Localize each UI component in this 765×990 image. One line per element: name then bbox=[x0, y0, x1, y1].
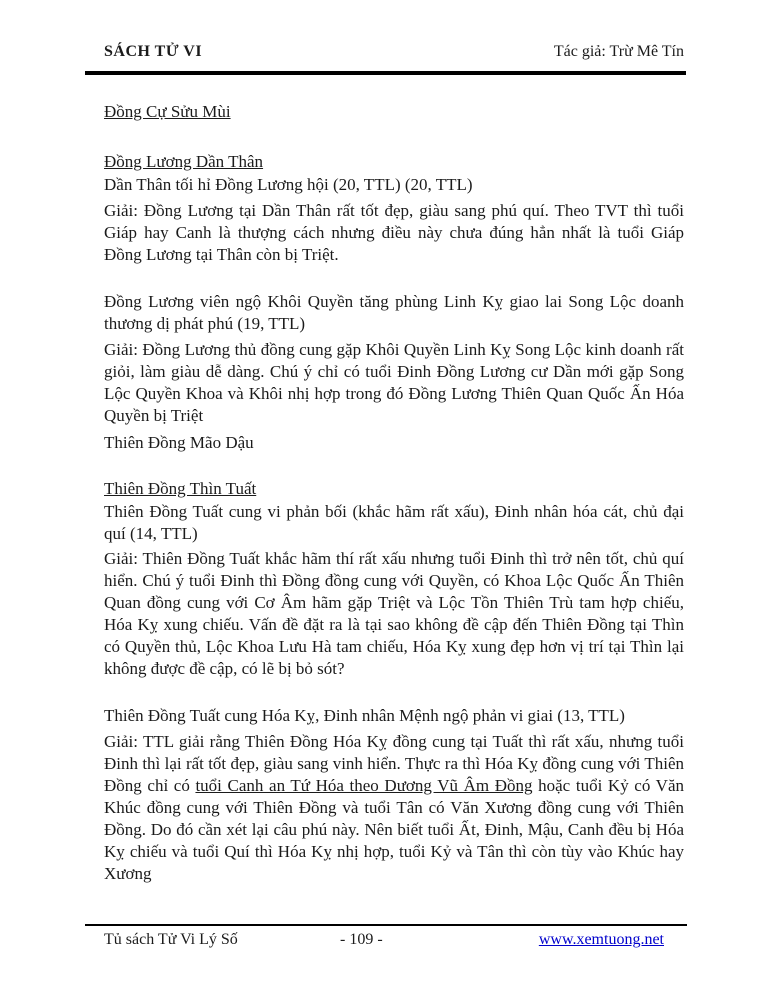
page-body bbox=[104, 101, 684, 885]
page-header bbox=[104, 42, 684, 62]
giai-hoa-ky-underlined-phrase: tuổi Canh an Tứ Hóa theo Dương Vũ Âm Đồng bbox=[195, 776, 533, 795]
giai-paragraph-thin-tuat: Giải: Thiên Đồng Tuất khắc hãm thí rất xấu nhưng tuổi Đinh thì trở nên tốt, chủ quí hiển. Chú ý tuổi Đinh thì Đồng đồng cung với Quyền, có Khoa Lộc Quốc Ấn Thiên Quan đồng cung với Cơ Âm hãm gặp Triệt và Lộc Tồn Thiên Trù tam hợp chiếu, Hóa Kỵ xung chiếu. Vấn đề đặt ra là tại sao không đề cập đến Thiên Đồng tại Thìn có Quyền thủ, Lộc Khoa Lưu Hà tam chiếu, Hóa Kỵ xung đẹp hơn vị trí tại Thìn lại không được đề cập, có lẽ bị bỏ sót? bbox=[104, 549, 684, 678]
header-divider-rule bbox=[85, 71, 686, 75]
footer-website-link[interactable]: www.xemtuong.net bbox=[538, 931, 664, 948]
header-author: Tác giả: Trừ Mê Tín bbox=[553, 43, 684, 60]
section-heading-dong-cu-suu-mui bbox=[104, 101, 684, 123]
line-thien-dong-mao-dau: Thiên Đồng Mão Dậu bbox=[104, 433, 254, 452]
phu-quote-vien-ngo: Đồng Lương viên ngộ Khôi Quyền tăng phùng Linh Kỵ giao lai Song Lộc doanh thương dị phát phú (19, TTL) bbox=[104, 292, 684, 333]
giai-hoa-ky-text-post: hoặc tuổi Kỷ có Văn Khúc đồng cung với Thiên Đồng và tuổi Tân có Văn Xương đồng cung với Thiên Đồng. Do đó cần xét lại câu phú này. Nên biết tuổi Ất, Đinh, Mậu, Canh đều bị Hóa Kỵ chiếu và tuổi Quí thì Hóa Kỵ nhị hợp, tuổi Kỷ và Tân thì còn tùy vào Khúc hay Xương bbox=[104, 776, 684, 883]
giai-paragraph-hoa-ky bbox=[104, 731, 684, 885]
section-heading-text: Đồng Cự Sửu Mùi bbox=[104, 102, 231, 121]
section-heading-text: Thiên Đồng Thìn Tuất bbox=[104, 479, 257, 498]
giai-paragraph-vien-ngo: Giải: Đồng Lương thủ đồng cung gặp Khôi Quyền Linh Kỵ Song Lộc kinh doanh rất giỏi, làm giàu dễ dàng. Chú ý chỉ có tuổi Đinh Đồng Lương cư Dần mới gặp Song Lộc Quyền Khoa và Khôi nhị hợp trong đó Đồng Lương Thiên Quan Quốc Ấn Hóa Quyền bị Triệt bbox=[104, 340, 684, 425]
section-heading-text: Đồng Lương Dần Thân bbox=[104, 152, 264, 171]
phu-quote-hoa-ky: Thiên Đồng Tuất cung Hóa Kỵ, Đinh nhân Mệnh ngộ phản vi giai (13, TTL) bbox=[104, 706, 625, 725]
header-book-title: SÁCH TỬ VI bbox=[104, 43, 203, 60]
phu-quote-dong-luong: Dần Thân tối hỉ Đồng Lương hội (20, TTL) (20, TTL) bbox=[104, 175, 473, 194]
section-heading-thien-dong-thin-tuat bbox=[104, 478, 684, 500]
footer-divider-rule bbox=[85, 924, 687, 926]
giai-paragraph-dong-luong: Giải: Đồng Lương tại Dần Thân rất tốt đẹp, giàu sang phú quí. Theo TVT thì tuổi Giáp hay Canh là thượng cách nhưng điều này chưa đúng hẳn nhất là tuổi Giáp Đồng Lương tại Thân còn bị Triệt. bbox=[104, 201, 684, 264]
section-heading-dong-luong-dan-than bbox=[104, 151, 684, 173]
phu-quote-thin-tuat: Thiên Đồng Tuất cung vi phản bối (khắc hãm rất xấu), Đinh nhân hóa cát, chủ đại quí (14, TTL) bbox=[104, 502, 684, 543]
giai-hoa-ky-text-pre: Giải: TTL giải rằng Thiên Đồng Hóa Kỵ đồng cung tại Tuất thì rất xấu, nhưng tuổi Đinh thì lại rất tốt đẹp, giàu sang vinh hiển. Thực ra thì Hóa Kỵ đồng cung với Thiên Đồng chỉ có bbox=[104, 732, 684, 795]
footer-page-number: - 109 - bbox=[340, 931, 383, 948]
footer-series-title: Tủ sách Tử Vi Lý Số bbox=[104, 931, 238, 948]
